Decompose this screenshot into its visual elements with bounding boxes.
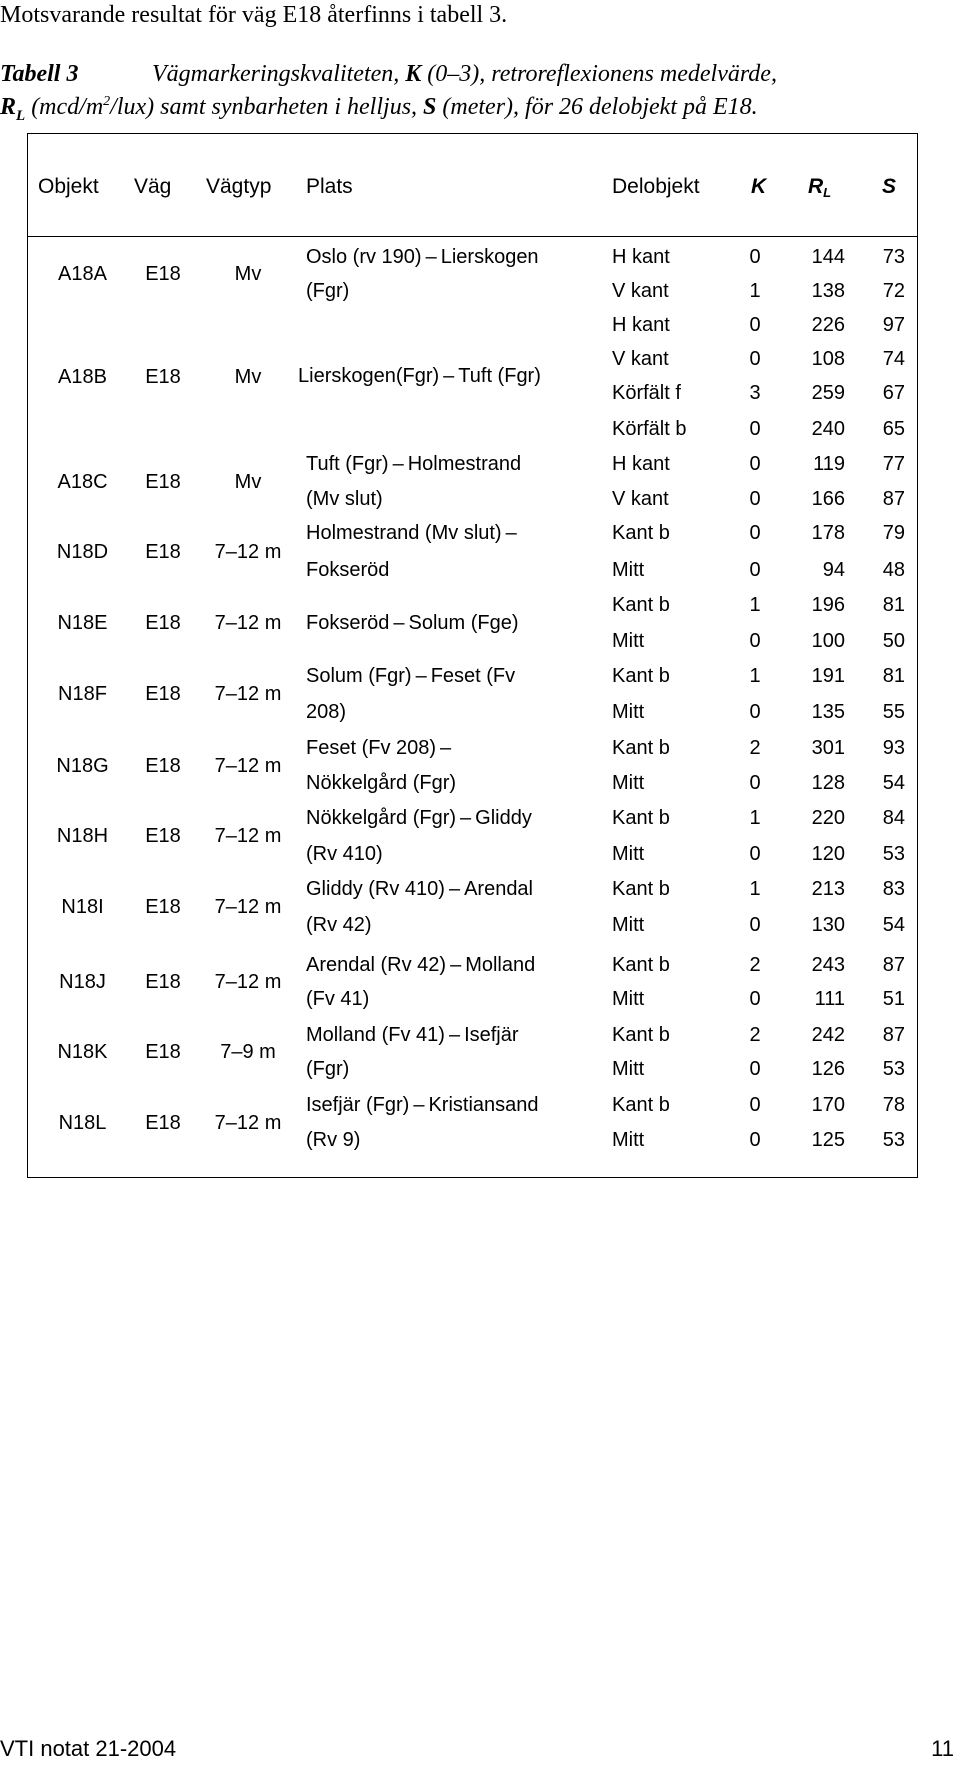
objekt-cell: N18D	[56, 541, 109, 563]
delobjekt-cell: Mitt	[612, 630, 645, 652]
plats-cell: Feset (Fv 208) –	[306, 737, 452, 759]
delobjekt-cell: Körfält f	[612, 382, 681, 404]
rl-cell: 138	[811, 280, 845, 302]
rl-cell: 259	[811, 382, 845, 404]
s-cell: 87	[882, 488, 905, 510]
vag-cell: E18	[145, 971, 181, 993]
k-cell: 0	[749, 348, 761, 370]
delobjekt-cell: V kant	[612, 280, 669, 302]
delobjekt-cell: H kant	[612, 246, 670, 268]
vagtyp-cell: 7–12 m	[214, 896, 282, 918]
caption-rl	[0, 94, 26, 124]
caption-text-4: /lux) samt synbarheten i helljus,	[110, 94, 418, 120]
caption-rl-sub: L	[16, 107, 26, 124]
k-cell: 0	[749, 453, 761, 475]
caption-line-1	[0, 60, 960, 88]
caption-text-2: (0–3), retroreflexionens medelvärde,	[427, 61, 777, 87]
s-cell: 51	[882, 988, 905, 1010]
objekt-cell: N18G	[56, 755, 109, 777]
vag-cell: E18	[145, 541, 181, 563]
plats-cell: Isefjär (Fgr) – Kristiansand	[306, 1094, 539, 1116]
objekt-cell: A18C	[57, 471, 108, 493]
vagtyp-cell: 7–12 m	[214, 541, 282, 563]
s-cell: 83	[882, 878, 905, 900]
rl-cell: 144	[811, 246, 845, 268]
plats-cell: (Rv 42)	[306, 914, 372, 936]
rl-cell: 243	[811, 954, 845, 976]
s-cell: 54	[882, 914, 905, 936]
caption-label: Tabell 3	[0, 61, 79, 87]
header-objekt: Objekt	[38, 175, 99, 198]
rl-cell: 178	[811, 522, 845, 544]
rl-cell: 301	[811, 737, 845, 759]
caption-rl-main: R	[0, 94, 17, 120]
caption-line-2	[0, 88, 960, 130]
k-cell: 1	[749, 807, 761, 829]
rl-cell: 126	[811, 1058, 845, 1080]
rl-cell: 170	[811, 1094, 845, 1116]
vag-cell: E18	[145, 612, 181, 634]
plats-cell: (Fgr)	[306, 1058, 350, 1080]
k-cell: 1	[749, 594, 761, 616]
footer-doc-id: VTI notat 21-2004	[0, 1736, 177, 1761]
rl-cell: 128	[811, 772, 845, 794]
s-cell: 87	[882, 1024, 905, 1046]
rl-cell: 111	[814, 988, 845, 1010]
k-cell: 0	[749, 246, 761, 268]
vagtyp-cell: 7–12 m	[214, 1112, 282, 1134]
plats-cell: Fokseröd	[306, 559, 390, 581]
rl-cell: 166	[811, 488, 845, 510]
s-cell: 97	[882, 314, 905, 336]
plats-cell: (Mv slut)	[306, 488, 383, 510]
objekt-cell: N18K	[57, 1041, 108, 1063]
plats-cell: Fokseröd – Solum (Fge)	[306, 612, 519, 634]
plats-cell: Oslo (rv 190) – Lierskogen	[306, 246, 539, 268]
k-cell: 0	[749, 988, 761, 1010]
vagtyp-cell: 7–12 m	[214, 971, 282, 993]
objekt-cell: N18F	[58, 683, 107, 705]
objekt-cell: N18I	[61, 896, 104, 918]
vagtyp-cell: Mv	[234, 263, 262, 285]
caption-text-1: Vägmarkeringskvaliteten,	[152, 61, 400, 87]
k-cell: 0	[749, 843, 761, 865]
s-cell: 78	[882, 1094, 905, 1116]
delobjekt-cell: Kant b	[612, 878, 670, 900]
k-cell: 0	[749, 1094, 761, 1116]
k-cell: 0	[749, 772, 761, 794]
delobjekt-cell: Kant b	[612, 1094, 670, 1116]
header-rl-main: R	[808, 175, 824, 198]
objekt-cell: N18E	[57, 612, 108, 634]
caption-text-5: (meter), för 26 delobjekt på E18.	[442, 94, 758, 120]
s-cell: 77	[882, 453, 905, 475]
vag-cell: E18	[145, 896, 181, 918]
vagtyp-cell: 7–12 m	[214, 755, 282, 777]
delobjekt-cell: Kant b	[612, 954, 670, 976]
caption-sup: 2	[103, 94, 111, 109]
delobjekt-cell: V kant	[612, 348, 669, 370]
vag-cell: E18	[145, 263, 181, 285]
rl-cell: 226	[811, 314, 845, 336]
vagtyp-cell: 7–12 m	[214, 825, 282, 847]
header-s: S	[882, 175, 897, 198]
vag-cell: E18	[145, 1041, 181, 1063]
vagtyp-cell: Mv	[234, 471, 262, 493]
s-cell: 73	[882, 246, 905, 268]
k-cell: 0	[749, 488, 761, 510]
plats-cell: Arendal (Rv 42) – Molland	[306, 954, 536, 976]
plats-cell: Solum (Fgr) – Feset (Fv	[306, 665, 516, 687]
intro-text: Motsvarande resultat för väg E18 återfinns i tabell 3.	[0, 2, 508, 28]
k-cell: 0	[749, 522, 761, 544]
delobjekt-cell: Mitt	[612, 559, 645, 581]
plats-cell: Nökkelgård (Fgr) – Gliddy	[306, 807, 532, 829]
results-table	[27, 133, 918, 1178]
rl-cell: 125	[811, 1129, 845, 1151]
s-cell: 72	[882, 280, 905, 302]
s-cell: 93	[882, 737, 905, 759]
delobjekt-cell: H kant	[612, 453, 670, 475]
s-cell: 53	[882, 1129, 905, 1151]
header-vag: Väg	[134, 175, 172, 198]
header-delobjekt: Delobjekt	[612, 175, 700, 198]
header-rl-sub: L	[823, 185, 832, 200]
rl-cell: 240	[811, 418, 845, 440]
plats-cell: Nökkelgård (Fgr)	[306, 772, 457, 794]
page-number: 11	[931, 1736, 954, 1761]
delobjekt-cell: Mitt	[612, 843, 645, 865]
s-cell: 65	[882, 418, 905, 440]
s-cell: 81	[882, 594, 905, 616]
delobjekt-cell: Kant b	[612, 665, 670, 687]
header-divider	[27, 236, 918, 237]
rl-cell: 196	[811, 594, 845, 616]
objekt-cell: A18A	[58, 263, 107, 285]
objekt-cell: N18J	[59, 971, 106, 993]
vagtyp-cell: 7–9 m	[220, 1041, 276, 1063]
plats-cell: (Rv 9)	[306, 1129, 361, 1151]
s-cell: 48	[882, 559, 905, 581]
header-vagtyp: Vägtyp	[206, 175, 272, 198]
caption-text-3: (mcd/m	[31, 94, 104, 120]
delobjekt-cell: Mitt	[612, 914, 645, 936]
plats-cell: Tuft (Fgr) – Holmestrand	[306, 453, 522, 475]
vag-cell: E18	[145, 366, 181, 388]
k-cell: 1	[749, 665, 761, 687]
k-cell: 3	[749, 382, 761, 404]
plats-cell: (Fgr)	[306, 280, 350, 302]
delobjekt-cell: Mitt	[612, 772, 645, 794]
plats-cell: (Rv 410)	[306, 843, 383, 865]
s-cell: 87	[882, 954, 905, 976]
delobjekt-cell: Mitt	[612, 1129, 645, 1151]
vag-cell: E18	[145, 755, 181, 777]
k-cell: 0	[749, 314, 761, 336]
delobjekt-cell: Mitt	[612, 701, 645, 723]
vag-cell: E18	[145, 683, 181, 705]
vag-cell: E18	[145, 825, 181, 847]
rl-cell: 119	[813, 453, 845, 475]
k-cell: 0	[749, 914, 761, 936]
rl-cell: 130	[811, 914, 845, 936]
k-cell: 1	[749, 878, 761, 900]
objekt-cell: N18H	[56, 825, 109, 847]
vag-cell: E18	[145, 471, 181, 493]
k-cell: 0	[749, 701, 761, 723]
delobjekt-cell: Mitt	[612, 1058, 645, 1080]
rl-cell: 135	[811, 701, 845, 723]
rl-cell: 220	[811, 807, 845, 829]
table-caption	[0, 60, 960, 130]
rl-cell: 191	[811, 665, 845, 687]
plats-cell: Gliddy (Rv 410) – Arendal	[306, 878, 534, 900]
k-cell: 0	[749, 1129, 761, 1151]
delobjekt-cell: Kant b	[612, 1024, 670, 1046]
s-cell: 67	[882, 382, 905, 404]
rl-cell: 94	[822, 559, 845, 581]
k-cell: 2	[749, 1024, 761, 1046]
rl-cell: 120	[811, 843, 845, 865]
delobjekt-cell: Körfält b	[612, 418, 687, 440]
plats-cell: (Fv 41)	[306, 988, 370, 1010]
vag-cell: E18	[145, 1112, 181, 1134]
s-cell: 53	[882, 1058, 905, 1080]
caption-s: S	[423, 94, 437, 120]
s-cell: 55	[882, 701, 905, 723]
delobjekt-cell: V kant	[612, 488, 669, 510]
plats-cell: Holmestrand (Mv slut) –	[306, 522, 517, 544]
plats-cell: Lierskogen(Fgr) – Tuft (Fgr)	[298, 365, 541, 387]
rl-cell: 100	[811, 630, 845, 652]
rl-cell: 108	[811, 348, 845, 370]
delobjekt-cell: Kant b	[612, 594, 670, 616]
s-cell: 50	[882, 630, 905, 652]
header-k: K	[751, 175, 767, 198]
caption-k: K	[405, 61, 422, 87]
delobjekt-cell: Kant b	[612, 807, 670, 829]
k-cell: 1	[749, 280, 761, 302]
rl-cell: 242	[811, 1024, 845, 1046]
k-cell: 0	[749, 559, 761, 581]
plats-cell: Molland (Fv 41) – Isefjär	[306, 1024, 519, 1046]
k-cell: 2	[749, 737, 761, 759]
delobjekt-cell: Mitt	[612, 988, 645, 1010]
header-rl	[808, 175, 831, 201]
k-cell: 0	[749, 418, 761, 440]
k-cell: 0	[749, 1058, 761, 1080]
s-cell: 84	[882, 807, 905, 829]
objekt-cell: N18L	[58, 1112, 107, 1134]
delobjekt-cell: Kant b	[612, 737, 670, 759]
plats-cell: 208)	[306, 701, 347, 723]
delobjekt-cell: H kant	[612, 314, 670, 336]
vagtyp-cell: 7–12 m	[214, 683, 282, 705]
header-plats: Plats	[306, 175, 353, 198]
s-cell: 79	[882, 522, 905, 544]
k-cell: 2	[749, 954, 761, 976]
vagtyp-cell: Mv	[234, 366, 262, 388]
s-cell: 54	[882, 772, 905, 794]
k-cell: 0	[749, 630, 761, 652]
objekt-cell: A18B	[58, 366, 107, 388]
vagtyp-cell: 7–12 m	[214, 612, 282, 634]
s-cell: 81	[882, 665, 905, 687]
delobjekt-cell: Kant b	[612, 522, 670, 544]
rl-cell: 213	[811, 878, 845, 900]
s-cell: 74	[882, 348, 905, 370]
s-cell: 53	[882, 843, 905, 865]
